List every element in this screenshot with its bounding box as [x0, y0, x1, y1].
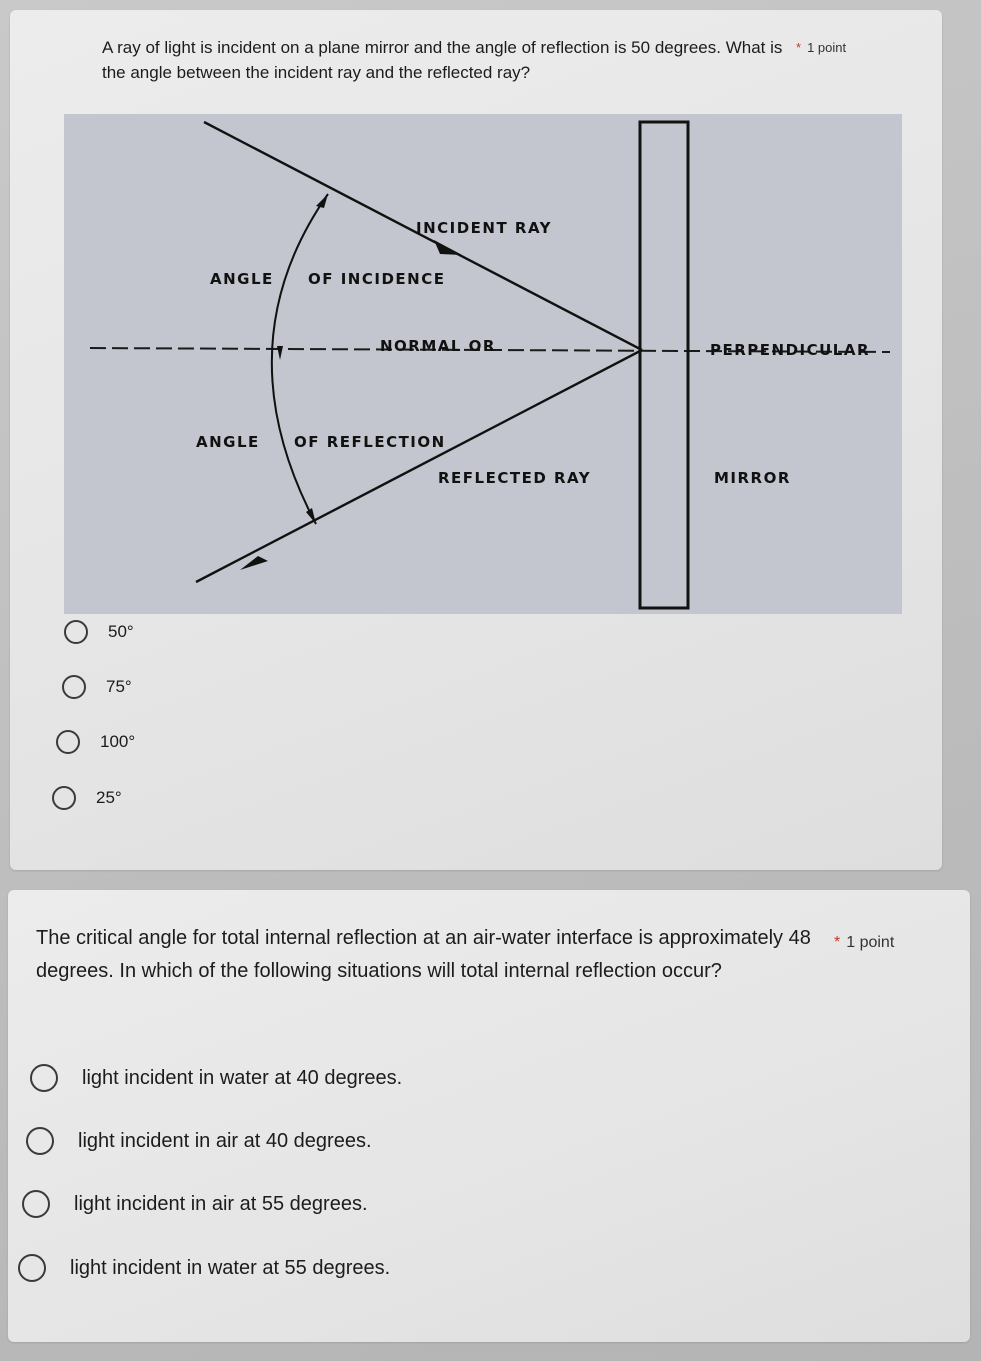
option-label: light incident in air at 40 degrees. [78, 1129, 372, 1152]
radio-button[interactable] [56, 730, 80, 754]
radio-button[interactable] [62, 675, 86, 699]
option-label: light incident in air at 55 degrees. [74, 1192, 368, 1215]
question-2-points [834, 934, 894, 952]
q2-option-4[interactable] [18, 1254, 390, 1282]
angle-incidence-label-left: ANGLE [210, 270, 274, 288]
points-label: 1 point [807, 40, 847, 55]
required-asterisk: * [796, 40, 802, 55]
reflection-diagram [64, 114, 902, 614]
perpendicular-label: PERPENDICULAR [710, 341, 871, 359]
q1-option-2[interactable] [62, 675, 132, 699]
radio-button[interactable] [22, 1190, 50, 1218]
q2-option-2[interactable] [26, 1127, 372, 1155]
question-card-2 [8, 890, 970, 1342]
q1-option-3[interactable] [56, 730, 135, 754]
option-label: light incident in water at 55 degrees. [70, 1256, 391, 1279]
required-asterisk: * [834, 934, 841, 951]
question-card-1 [10, 10, 942, 870]
q1-option-1[interactable] [64, 620, 134, 644]
radio-button[interactable] [64, 620, 88, 644]
q1-option-4[interactable] [52, 786, 122, 810]
angle-reflection-label-right: OF REFLECTION [294, 433, 446, 451]
reflected-ray-label: REFLECTED RAY [438, 469, 592, 487]
question-1-text: A ray of light is incident on a plane mirror and the angle of reflection is 50 degrees. What is the angle between the incident ray and the reflected ray? [102, 38, 783, 82]
points-label: 1 point [846, 934, 895, 951]
diagram-background [64, 114, 902, 614]
question-1-points [796, 40, 846, 55]
option-label: 100° [100, 732, 136, 751]
radio-button[interactable] [30, 1064, 58, 1092]
option-label: 50° [108, 622, 134, 641]
radio-button[interactable] [26, 1127, 54, 1155]
angle-incidence-label-right: OF INCIDENCE [308, 270, 446, 288]
option-label: 75° [106, 677, 132, 696]
angle-reflection-label-left: ANGLE [196, 433, 260, 451]
q2-option-1[interactable] [30, 1064, 402, 1092]
question-2-text: The critical angle for total internal reflection at an air-water interface is approximately 48 degrees. In which of the following situations will total internal reflection occur? [36, 927, 811, 982]
mirror-label: MIRROR [714, 469, 791, 487]
option-label: light incident in water at 40 degrees. [82, 1066, 403, 1089]
option-label: 25° [96, 788, 122, 807]
incident-ray-label: INCIDENT RAY [416, 219, 553, 237]
normal-or-label: NORMAL OR [380, 337, 496, 355]
radio-button[interactable] [18, 1254, 46, 1282]
q2-option-3[interactable] [22, 1190, 368, 1218]
radio-button[interactable] [52, 786, 76, 810]
